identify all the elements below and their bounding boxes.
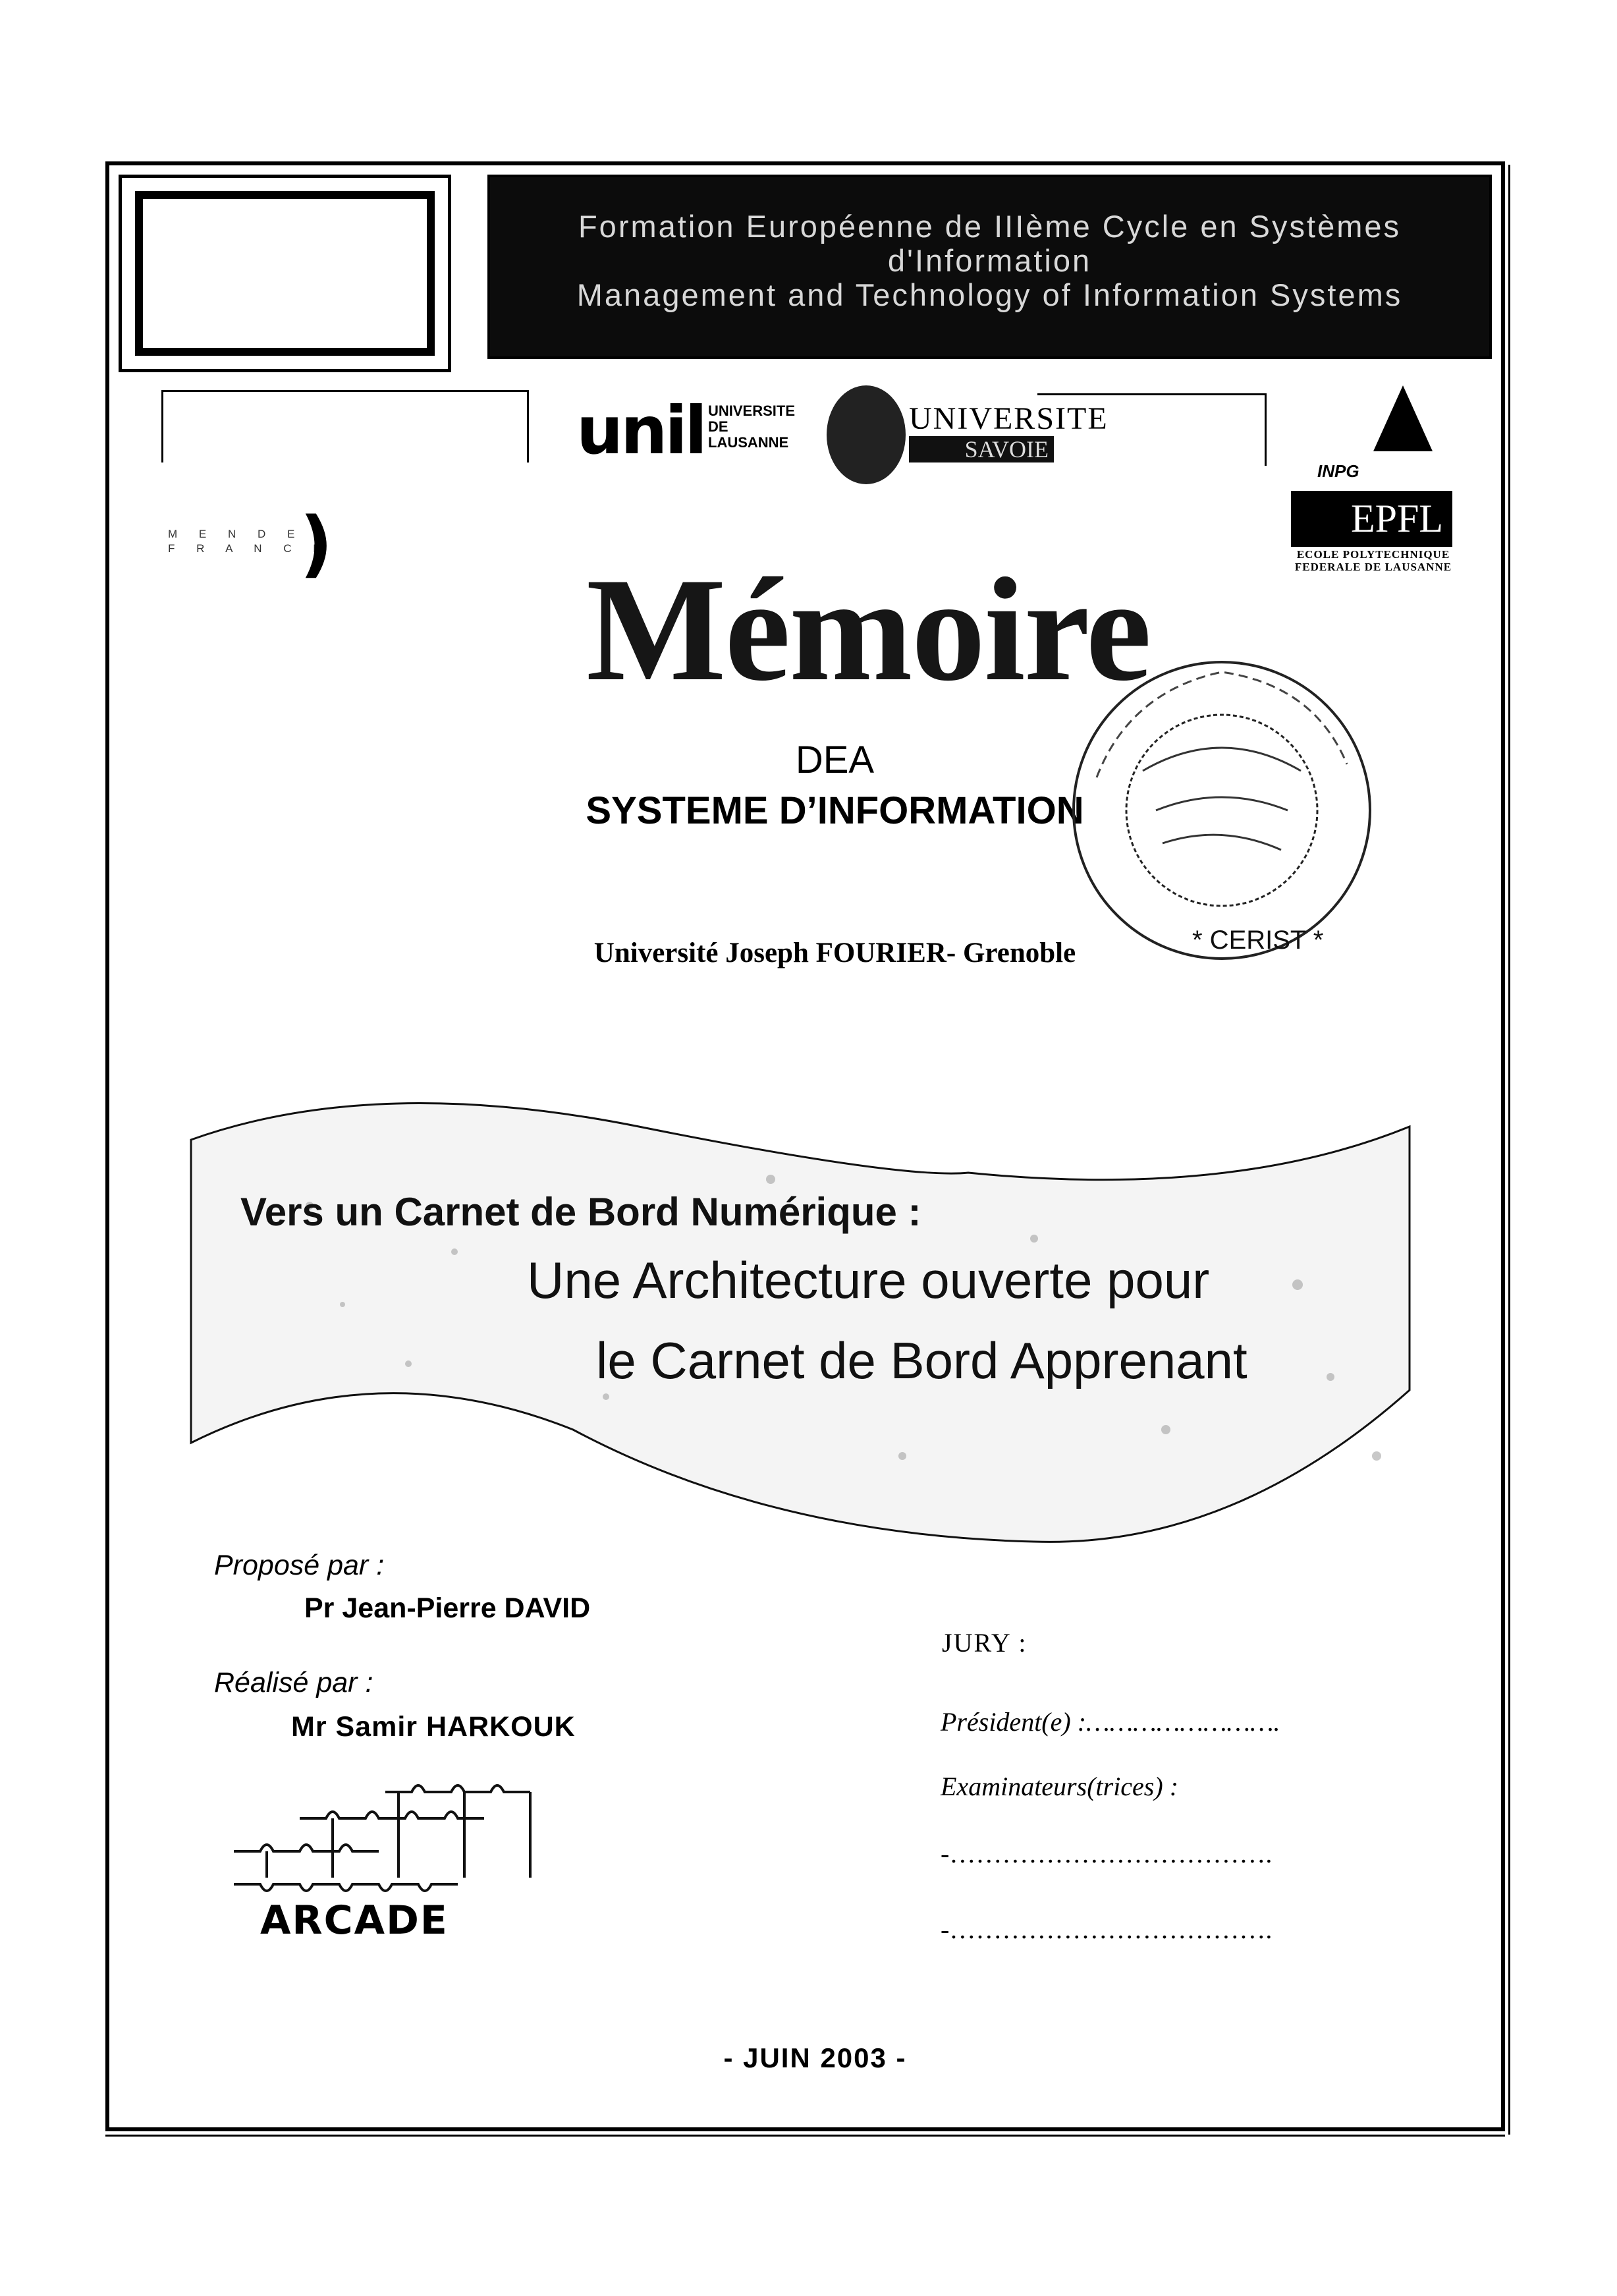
mendes-bracket-icon: ) [300,501,333,586]
epfl-logo: EPFL [1291,491,1452,547]
bracket-line-left-side [161,390,163,462]
inpg-logo-text: INPG [1317,461,1359,481]
jury-member-2: -………………………………. [941,1915,1273,1944]
savoie-bottom-text: SAVOIE [909,436,1054,462]
unil-sub-3: LAUSANNE [708,434,789,451]
unil-sub-2: DE [708,418,728,435]
arcade-wordmark: ARCADE [260,1897,449,1944]
degree-label: DEA [795,739,875,781]
mendes-line-1: M E N D E S [168,528,333,540]
header-line-2: d'Information [887,243,1092,278]
epfl-sub-2: FEDERALE DE LAUSANNE [1294,561,1452,573]
bracket-line-left-top [161,390,527,392]
savoie-top-text: UNIVERSITE [909,401,1109,436]
unil-subtitle [708,403,795,451]
jury-label: JURY : [942,1628,1028,1658]
epfl-subtitle [1288,548,1459,573]
unil-sub-1: UNIVERSITE [708,403,796,419]
university-label: Université Joseph FOURIER- Grenoble [593,938,1076,968]
header-line-3: Management and Technology of Information Systems [576,277,1403,312]
date-label: - JUIN 2003 - [723,2042,907,2073]
mendes-line-2: F R A N C E [168,542,330,555]
jury-examinateurs: Examinateurs(trices) : [941,1772,1179,1801]
inpg-triangle-icon [1373,385,1433,451]
memoire-title: Mémoire [586,547,1151,712]
bracket-line-right-side [1265,393,1267,466]
header-line-1: Formation Européenne de IIIème Cycle en Systèmes [578,209,1402,244]
savoie-seal-icon [827,385,906,484]
stamp-text: * CERIST * [1192,926,1324,955]
frame-shadow-bottom [105,2135,1505,2137]
bracket-line-right-top [1037,393,1265,395]
header-text [487,210,1492,312]
frame-shadow-right [1508,165,1510,2135]
epfl-sub-1: ECOLE POLYTECHNIQUE [1296,548,1450,561]
unil-wordmark: unil [576,392,705,469]
jury-member-1: -………………………………. [941,1839,1273,1868]
jury-president: Président(e) :……………………. [941,1707,1280,1737]
logo-box-inner [135,191,435,356]
unil-logo [576,392,705,469]
realized-by-name: Mr Samir HARKOUK [291,1711,576,1743]
cerist-stamp-icon [1057,646,1386,975]
subject-line-1: Vers un Carnet de Bord Numérique : [240,1190,921,1234]
specialty-label: SYSTEME D’INFORMATION [586,789,1084,832]
subject-line-2: Une Architecture ouverte pour [527,1251,1210,1309]
proposed-by-label: Proposé par : [214,1550,385,1581]
proposed-by-name: Pr Jean-Pierre DAVID [304,1592,591,1624]
subject-line-3: le Carnet de Bord Apprenant [596,1331,1247,1389]
bracket-line-left-right [527,390,529,462]
realized-by-label: Réalisé par : [214,1667,373,1698]
